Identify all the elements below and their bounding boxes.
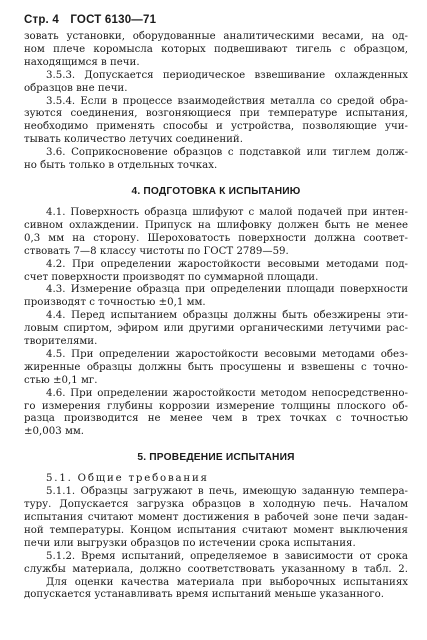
text-line: ной температуры. Концом испытания считают момент выключения [24,524,408,536]
text-line: тывать количество летучих соединений. [24,134,243,146]
text-line: сивном охлаждении. Припуск на шлифовку должен быть не менее [24,219,408,231]
paragraph-4-3 [24,284,408,310]
text-line: службы материала, должно соответствовать указанному в табл. 2. [24,563,408,575]
paragraph-5-1-1 [24,486,408,551]
text-line: испытания считают момент достижения в рабочей зоне печи задан- [24,512,408,523]
text-line: 4.1. Поверхность образца шлифуют с малой подачей при интен- [46,206,408,218]
paragraph-3-5-4 [24,96,408,148]
subsection-5-1-title: 5.1. Общие требования [46,473,209,485]
text-line: печи или выгрузки образцов по истечении срока испытания. [24,537,356,549]
text-line: го измерения глубины коррозии измерение толщины плоского об- [24,400,408,412]
text-line: но быть только в отдельных точках. [24,160,218,172]
text-line: Для оценки качества материала при выборочных испытаниях [46,576,408,588]
text-line: стью ±0,1 мг. [24,374,98,386]
paragraph-3-5-3 [24,70,408,96]
text-line: 4.6. При определении жаростойкости методом непосредственно- [46,387,408,399]
text-line: 3.6. Соприкосновение образцов с подставкой или тиглем долж- [46,147,408,159]
standard-number: ГОСТ 6130—71 [70,14,157,26]
text-line: ном плече коромысла которых подвешивают тигель с образцом, [24,43,408,55]
page-number: Стр. 4 [24,14,59,26]
text-line: ствовать 7—8 классу чистоты по ГОСТ 2789—59. [24,245,289,257]
text-line: 5.1.1. Образцы загружают в печь, имеющую заданную темпера- [46,486,408,498]
text-line: допускается устанавливать время испытаний меньше указанного. [24,589,384,601]
text-line: необходимо применять способы и устройства, позволяющие учи- [24,121,408,133]
text-line: 0,3 мм на сторону. Шероховатость поверхности должна соответ- [24,232,408,244]
text-line: зуются соединения, возгоняющиеся при температуре испытания, [24,108,408,120]
paragraph-5-1-2 [24,551,408,603]
paragraph-4-4 [24,310,408,349]
text-line: счет поверхности производят по суммарной площади. [24,271,319,283]
text-line: образцов вне печи. [24,82,128,94]
text-line: находящимся в печи. [24,56,140,68]
text-line: ловым спиртом, эфиром или другими органическими летучими рас- [24,323,408,335]
text-line: жиренные образцы должны быть просушены и взвешены с точно- [24,361,408,373]
text-line: 4.5. При определении жаростойкости весовыми методами обез- [46,348,408,360]
text-line: творителями. [24,336,98,348]
text-line: 3.5.4. Если в процессе взаимодействия металла со средой обра- [46,95,408,107]
text-line: 5.1.2. Время испытаний, определяемое в зависимости от срока [46,550,408,562]
paragraph-4-1 [24,207,408,259]
text-line: производят с точностью ±0,1 мм. [24,297,206,309]
text-line: разца производится не менее чем в трех точках с точностью [24,413,408,425]
paragraph-4-2 [24,259,408,285]
paragraph-4-5 [24,349,408,388]
text-line: зовать установки, оборудованные аналитическими весами, на од- [24,31,408,42]
paragraph-3-6 [24,147,408,173]
text-line: 4.2. При определении жаростойкости весовыми методами под- [46,258,408,270]
document-page [24,14,408,602]
text-line: 4.3. Измерение образца при определении площади поверхности [46,284,408,296]
section-5-title: 5. ПРОВЕДЕНИЕ ИСПЫТАНИЯ [137,452,295,464]
text-line: 3.5.3. Допускается периодическое взвешивание охлажденных [46,69,408,81]
paragraph-3-5-continuation [24,31,408,70]
text-line: туру. Допускается загрузка образцов в холодную печь. Началом [24,499,408,511]
text-line: ±0,003 мм. [24,426,85,438]
page-header [24,14,408,26]
text-line: 4.4. Перед испытанием образцы должны быть обезжирены эти- [46,310,408,322]
paragraph-4-6 [24,388,408,440]
section-4-title: 4. ПОДГОТОВКА К ИСПЫТАНИЮ [131,185,301,197]
